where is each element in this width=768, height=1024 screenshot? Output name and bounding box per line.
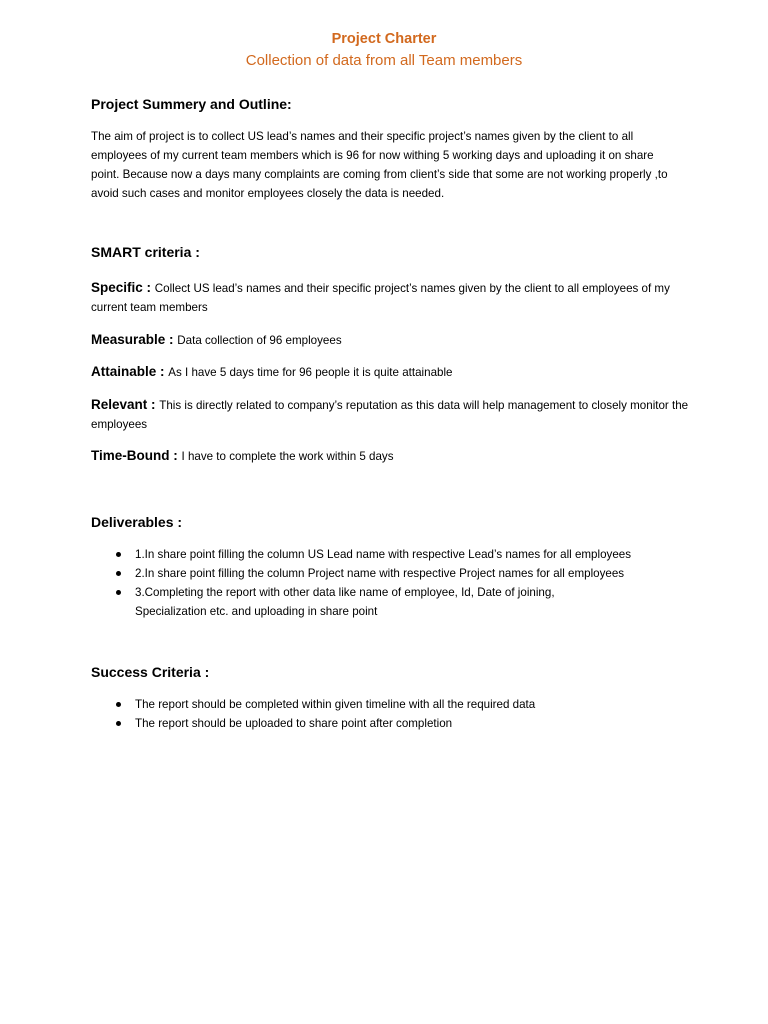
list-item [91, 695, 691, 714]
list-item [91, 583, 605, 621]
success-list [91, 695, 691, 733]
deliverable-text: 2.In share point filling the column Project name with respective Project names for all employees [135, 567, 625, 580]
success-text: The report should be uploaded to share point after completion [135, 717, 453, 730]
success-text: The report should be completed within given timeline with all the required data [135, 698, 536, 711]
smart-item-time-bound [91, 446, 691, 466]
bullet-icon [116, 552, 121, 557]
smart-label: Specific : [91, 280, 155, 295]
smart-label: Attainable : [91, 364, 169, 379]
smart-text: Data collection of 96 employees [177, 334, 342, 347]
document-title: Project Charter [331, 31, 437, 47]
summary-paragraph: The aim of project is to collect US lead’s names and their specific project’s names given by the client to all employees of my current team members which is 96 for now withing 5 working days and uploading it on share point. Because now a days many complaints are coming from client’s side that some are not working properly ,to avoid such cases and monitor employees closely the data is needed. [91, 130, 668, 200]
list-item [91, 714, 691, 733]
smart-text: Collect US lead’s names and their specific project’s names given by the client to all employees of my current team members [91, 282, 670, 314]
smart-text: This is directly related to company’s reputation as this data will help management to closely monitor the employees [91, 399, 689, 431]
smart-label: Relevant : [91, 397, 160, 412]
smart-label: Time-Bound : [91, 448, 182, 463]
list-item [91, 564, 691, 583]
deliverable-text: 3.Completing the report with other data like name of employee, Id, Date of joining, Specialization etc. and uploading in share point [135, 586, 555, 618]
bullet-icon [116, 702, 121, 707]
smart-label: Measurable : [91, 332, 178, 347]
document-subtitle: Collection of data from all Team members [245, 52, 523, 69]
bullet-icon [116, 571, 121, 576]
smart-item-relevant [91, 395, 691, 434]
summary-heading: Project Summery and Outline: [91, 96, 292, 112]
smart-item-attainable [91, 362, 691, 382]
list-item [91, 545, 691, 564]
deliverables-heading: Deliverables : [91, 514, 183, 530]
deliverable-text: 1.In share point filling the column US Lead name with respective Lead’s names for all employees [135, 548, 632, 561]
bullet-icon [116, 721, 121, 726]
smart-text: As I have 5 days time for 96 people it is quite attainable [168, 366, 453, 379]
bullet-icon [116, 590, 121, 595]
smart-heading: SMART criteria : [91, 244, 200, 260]
smart-text: I have to complete the work within 5 days [181, 450, 394, 463]
deliverables-list [91, 545, 691, 621]
success-heading: Success Criteria : [91, 664, 210, 680]
smart-item-specific [91, 278, 691, 317]
smart-item-measurable [91, 330, 691, 350]
